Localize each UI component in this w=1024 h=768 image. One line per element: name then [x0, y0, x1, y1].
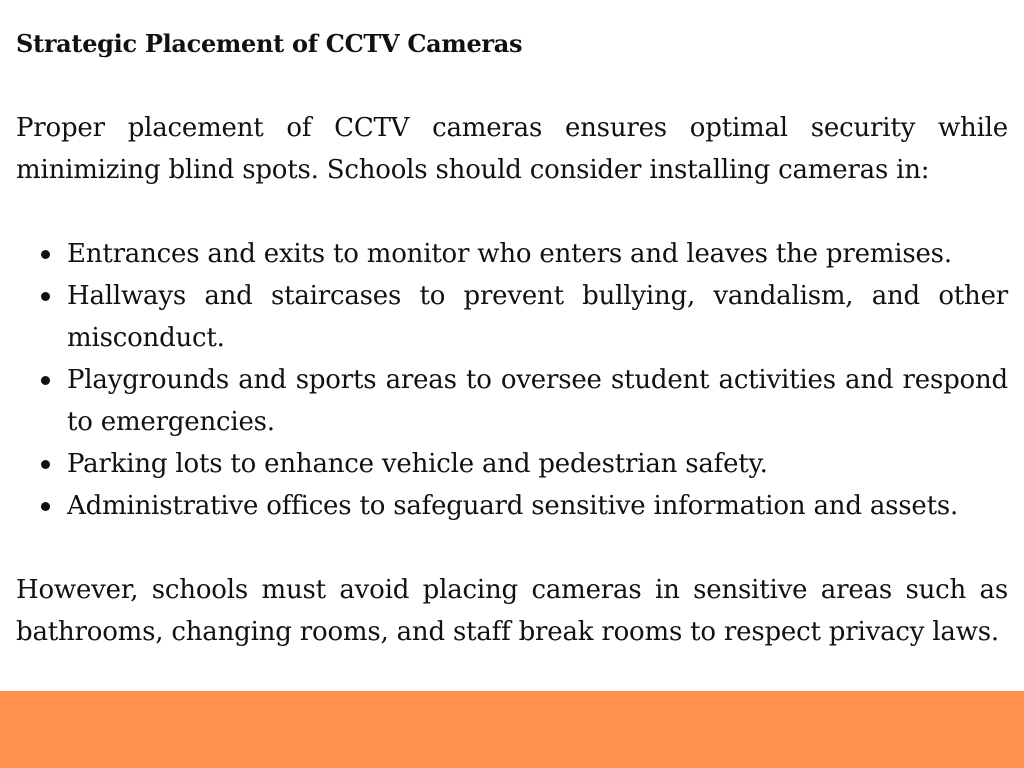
camera-locations-list [16, 233, 1008, 527]
bullet-dot-icon [41, 376, 50, 385]
document-content [16, 26, 1008, 653]
list-item [16, 233, 1008, 275]
list-item-text: Administrative offices to safeguard sensitive information and assets. [67, 491, 959, 521]
page-title: Strategic Placement of CCTV Cameras [16, 29, 523, 58]
bullet-dot-icon [41, 502, 50, 511]
list-item-text: Hallways and staircases to prevent bullying, vandalism, and other misconduct. [67, 281, 1008, 353]
intro-paragraph: Proper placement of CCTV cameras ensures optimal security while minimizing blind spots. Schools should consider installing cameras in: [16, 113, 1008, 185]
bullet-dot-icon [41, 460, 50, 469]
closing-paragraph: However, schools must avoid placing cameras in sensitive areas such as bathrooms, changing rooms, and staff break rooms to respect privacy laws. [16, 575, 1008, 647]
list-item [16, 359, 1008, 443]
list-item-text: Entrances and exits to monitor who enters and leaves the premises. [67, 239, 952, 269]
list-item [16, 443, 1008, 485]
bullet-dot-icon [41, 250, 50, 259]
footer-bar [0, 691, 1024, 768]
list-item [16, 485, 1008, 527]
bullet-dot-icon [41, 292, 50, 301]
list-item [16, 275, 1008, 359]
list-item-text: Playgrounds and sports areas to oversee student activities and respond to emergencies. [67, 365, 1008, 437]
list-item-text: Parking lots to enhance vehicle and pedestrian safety. [67, 449, 768, 479]
